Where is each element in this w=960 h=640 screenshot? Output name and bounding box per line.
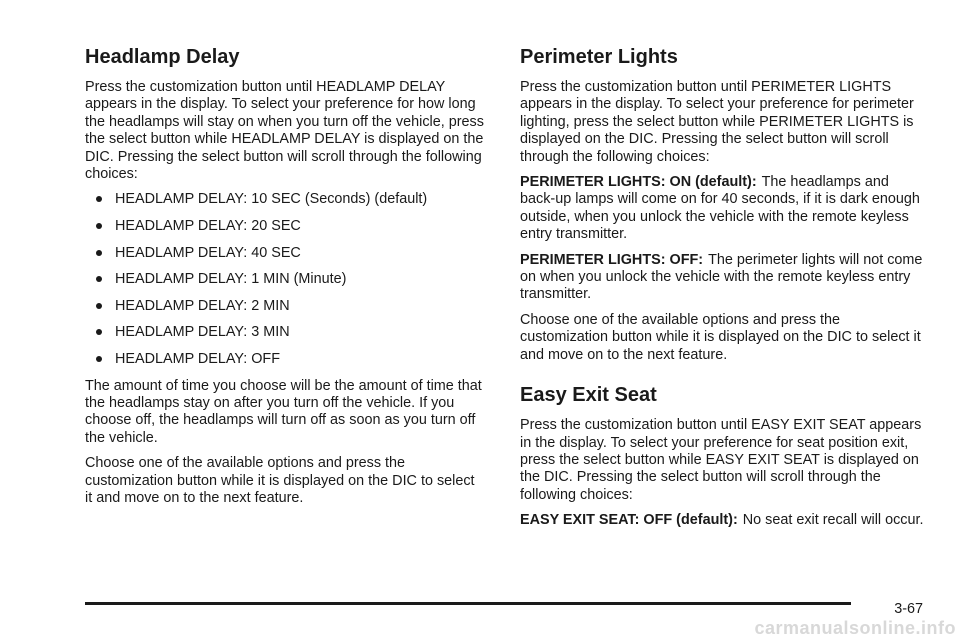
list-item	[85, 191, 485, 208]
option-term: PERIMETER LIGHTS: ON (default):	[520, 174, 757, 191]
page-number: 3-67	[894, 601, 923, 617]
headlamp-delay-choices	[85, 191, 485, 368]
option-text: No seat exit recall will occur.	[742, 512, 924, 529]
headlamp-delay-choose: Choose one of the available options and press the customization button while it is displayed on the DIC to select it and move on to the next feature.	[85, 455, 475, 507]
option-text: The perimeter lights will not come on when you unlock the vehicle with the remote keyless entry transmitter.	[520, 251, 923, 303]
bullet-icon	[96, 196, 102, 202]
perimeter-lights-on-option	[520, 174, 925, 244]
choice-text: HEADLAMP DELAY: 3 MIN	[115, 324, 290, 341]
perimeter-lights-intro: Press the customization button until PERIMETER LIGHTS appears in the display. To select your preference for perimeter lighting, press the select button while PERIMETER LIGHTS is displayed on the DIC. Pressing the select button will scroll through the following choices:	[520, 79, 914, 165]
headlamp-delay-explanation: The amount of time you choose will be the amount of time that the headlamps stay on after you turn off the vehicle. If you choose off, the headlamps will turn off as soon as you turn off the vehicle.	[85, 377, 482, 446]
bullet-icon	[96, 303, 102, 309]
easy-exit-seat-heading: Easy Exit Seat	[520, 384, 657, 407]
footer-rule	[85, 602, 851, 605]
option-term: EASY EXIT SEAT: OFF (default):	[520, 512, 738, 529]
headlamp-delay-heading: Headlamp Delay	[85, 46, 240, 68]
choice-text: HEADLAMP DELAY: OFF	[115, 351, 281, 367]
option-term: PERIMETER LIGHTS: OFF:	[520, 251, 704, 268]
choice-text: HEADLAMP DELAY: 40 SEC	[115, 244, 301, 261]
option-text: The headlamps and back-up lamps will come on for 40 seconds, if it is dark enough outside, when you unlock the vehicle with the remote keyless entry transmitter.	[520, 174, 920, 243]
choice-text: HEADLAMP DELAY: 1 MIN (Minute)	[115, 271, 347, 288]
headlamp-delay-intro: Press the customization button until HEADLAMP DELAY appears in the display. To select your preference for how long the headlamps will stay on when you turn off the vehicle, press the select button while HEADLAMP DELAY is displayed on the DIC. Pressing the select button will scroll through the following choices:	[85, 79, 484, 183]
choice-text: HEADLAMP DELAY: 2 MIN	[115, 297, 290, 314]
choice-text: HEADLAMP DELAY: 10 SEC (Seconds) (default)	[115, 191, 428, 208]
list-item	[85, 324, 485, 341]
list-item	[85, 218, 485, 235]
left-column	[85, 44, 485, 515]
list-item	[85, 298, 485, 315]
bullet-icon	[96, 329, 102, 335]
bullet-icon	[96, 250, 102, 256]
bullet-icon	[96, 223, 102, 229]
easy-exit-seat-intro: Press the customization button until EASY EXIT SEAT appears in the display. To select your preference for seat position exit, press the select button while EASY EXIT SEAT is displayed on the DIC. Pressing the select button will scroll through the following choices:	[520, 417, 922, 503]
perimeter-lights-heading: Perimeter Lights	[520, 46, 678, 68]
perimeter-lights-choose: Choose one of the available options and press the customization button while it is displayed on the DIC to select it and move on to the next feature.	[520, 311, 921, 363]
easy-exit-seat-off-option	[520, 512, 925, 529]
choice-text: HEADLAMP DELAY: 20 SEC	[115, 218, 301, 235]
watermark: carmanualsonline.info	[754, 618, 956, 638]
perimeter-lights-off-option	[520, 252, 925, 304]
bullet-icon	[96, 276, 102, 282]
bullet-icon	[96, 356, 102, 362]
list-item	[85, 271, 485, 288]
list-item	[85, 351, 485, 368]
right-column	[520, 44, 925, 538]
list-item	[85, 245, 485, 262]
